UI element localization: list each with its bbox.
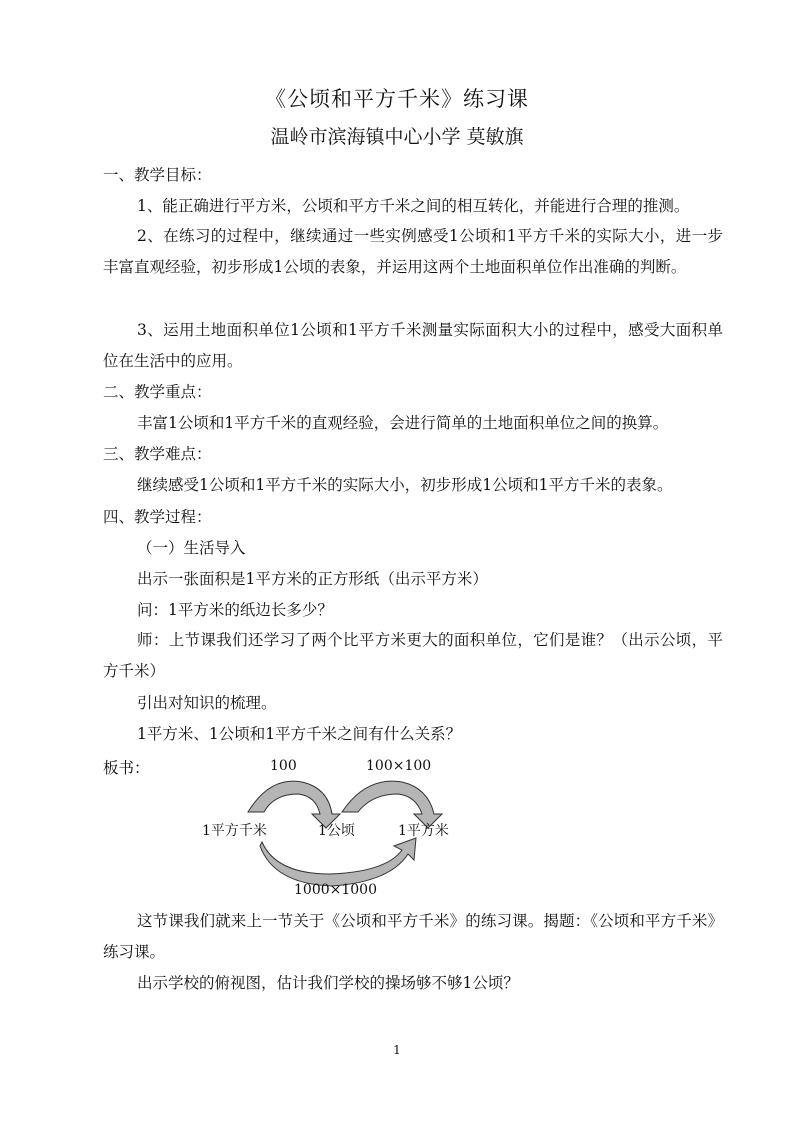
label-square-meter: 1平方米 [398, 823, 449, 839]
goal-1: 1、能正确进行平方米，公顷和平方千米之间的相互转化，并能进行合理的推测。 [137, 197, 690, 215]
section-1-heading: 一、教学目标： [103, 166, 212, 184]
goal-2: 2、在练习的过程中，继续通过一些实例感受1公顷和1平方千米的实际大小，进一步丰富直观经验，初步形成1公顷的表象，并运用这两个土地面积单位作出准确的判断。 [103, 227, 723, 276]
paragraph-2: 问：1平方米的纸边长多少？ [137, 601, 333, 619]
document-title: 《公顷和平方千米》练习课 [265, 87, 529, 111]
document-author: 温岭市滨海镇中心小学 莫敏旗 [270, 126, 524, 148]
step-1-heading: （一）生活导入 [137, 539, 246, 557]
key-point: 丰富1公顷和1平方千米的直观经验，会进行简单的土地面积单位之间的换算。 [137, 414, 669, 432]
rate-bottom: 1000×1000 [294, 882, 377, 898]
paragraph-7: 出示学校的俯视图，估计我们学校的操场够不够1公顷？ [137, 974, 519, 992]
section-2-heading: 二、教学重点： [103, 383, 212, 401]
rate-top-right: 100×100 [366, 758, 432, 774]
label-square-kilometer: 1平方千米 [202, 823, 267, 839]
paragraph-3: 师：上节课我们还学习了两个比平方米更大的面积单位，它们是谁？（出示公顷，平方千米） [103, 631, 723, 680]
paragraph-5: 1平方米、1公顷和1平方千米之间有什么关系？ [137, 725, 462, 743]
unit-conversion-diagram [190, 750, 490, 900]
goal-3: 3、运用土地面积单位1公顷和1平方千米测量实际面积大小的过程中，感受大面积单位在生活中的应用。 [103, 321, 723, 370]
paragraph-6: 这节课我们就来上一节关于《公顷和平方千米》的练习课。揭题：《公顷和平方千米》练习课。 [103, 912, 723, 961]
page-number: 1 [393, 1043, 401, 1057]
label-hectare: 1公顷 [318, 823, 355, 839]
rate-top-left: 100 [270, 758, 297, 774]
section-3-heading: 三、教学难点： [103, 445, 212, 463]
section-4-heading: 四、教学过程： [103, 508, 212, 526]
paragraph-4: 引出对知识的梳理。 [137, 694, 277, 712]
arrow-sqkm-to-sqm [260, 838, 416, 886]
difficulty: 继续感受1公顷和1平方千米的实际大小，初步形成1公顷和1平方千米的表象。 [137, 476, 673, 494]
paragraph-1: 出示一张面积是1平方米的正方形纸（出示平方米） [137, 570, 488, 588]
board-label: 板书： [103, 759, 150, 777]
